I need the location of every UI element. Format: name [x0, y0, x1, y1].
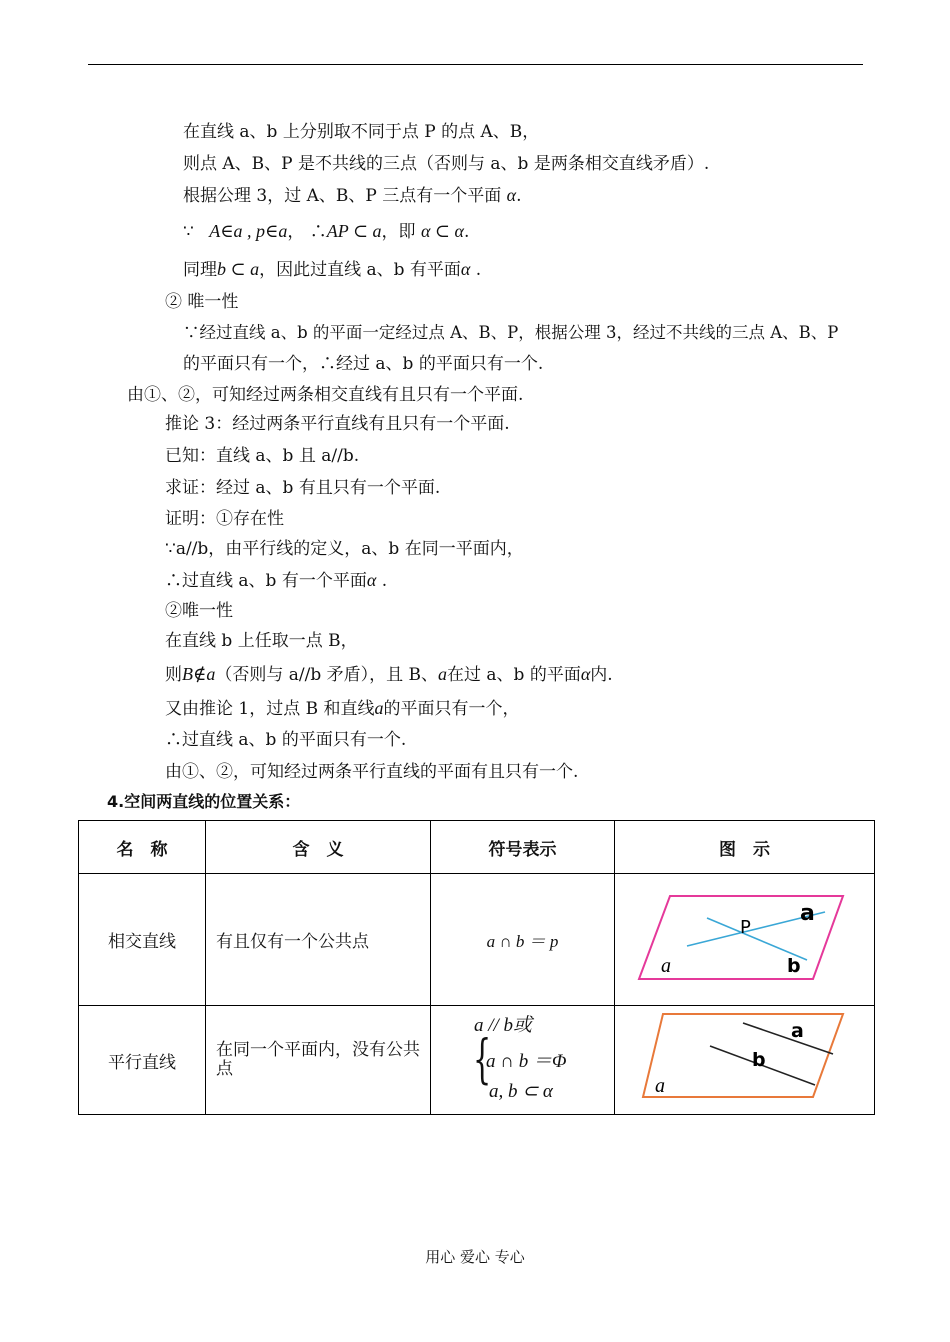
table-row	[79, 1006, 875, 1115]
row-figure	[615, 874, 875, 1006]
table-header-row	[79, 821, 875, 874]
symbol-system-2: a, b ⊂ α	[489, 1081, 553, 1102]
uniqueness-line-1: ∵经过直线 a、b 的平面一定经过点 A、B、P，根据公理 3，经过不共线的三点 A、B、P	[183, 323, 839, 342]
uniqueness-title: ② 唯一性	[165, 292, 239, 312]
corollary-3-existence-2: ∴过直线 a、b 有一个平面α .	[165, 570, 388, 591]
proof-line-3: 根据公理 3，过 A、B、P 三点有一个平面 α.	[183, 185, 522, 206]
line-b	[707, 918, 807, 960]
corollary-3-conclusion: 由①、②，可知经过两条平行直线的平面有且只有一个.	[165, 762, 579, 782]
row-symbol: a ∩ b ＝ p	[431, 874, 615, 1006]
corollary-3-uniqueness-1: 在直线 b 上任取一点 B，	[165, 631, 358, 651]
corollary-3-uniqueness-4: ∴过直线 a、b 的平面只有一个.	[165, 730, 407, 750]
label-b-line: b	[752, 1049, 766, 1071]
header-rule	[88, 64, 863, 65]
brace: {	[473, 1030, 492, 1090]
symbol-system-1: a ∩ b ＝Φ	[486, 1051, 567, 1072]
label-plane: a	[655, 1075, 665, 1097]
conclusion-1: 由①、②，可知经过两条相交直线有且只有一个平面.	[127, 385, 524, 405]
header-meaning: 含 义	[206, 821, 431, 874]
header-symbol: 符号表示	[431, 821, 615, 874]
line-relations-table	[78, 820, 875, 1115]
row-meaning: 有且仅有一个公共点	[206, 874, 431, 1006]
corollary-3-title: 推论 3：经过两条平行直线有且只有一个平面.	[165, 414, 510, 434]
corollary-3-given: 已知：直线 a、b 且 a//b.	[165, 446, 360, 466]
corollary-3-uniqueness-title: ②唯一性	[165, 601, 233, 621]
header-name: 名 称	[79, 821, 206, 874]
label-a-line: a	[800, 901, 815, 926]
proof-line-2: 则点 A、B、P 是不共线的三点（否则与 a、b 是两条相交直线矛盾）.	[183, 154, 710, 174]
table-row	[79, 874, 875, 1006]
parallel-lines-figure	[615, 1006, 874, 1109]
row-meaning: 在同一个平面内，没有公共点	[206, 1006, 431, 1115]
label-p: P	[740, 917, 751, 938]
corollary-3-existence-1: ∵a//b，由平行线的定义，a、b 在同一平面内，	[165, 539, 524, 559]
row-symbol	[431, 1006, 615, 1115]
proof-line-5: 同理b ⊂ a，因此过直线 a、b 有平面α .	[183, 259, 482, 280]
proof-line-4: ∵ A∈a , p∈a， ∴AP ⊂ a，即 α ⊂ α.	[183, 221, 470, 242]
row-name: 平行直线	[79, 1006, 206, 1115]
label-plane: a	[661, 955, 671, 977]
section-heading: 4.空间两直线的位置关系：	[107, 792, 301, 811]
corollary-3-uniqueness-3: 又由推论 1，过点 B 和直线a的平面只有一个，	[165, 698, 520, 719]
label-b-line: b	[787, 955, 801, 977]
symbol-parallel: a // b或	[474, 1015, 533, 1036]
header-figure: 图 示	[615, 821, 875, 874]
corollary-3-prove: 求证：经过 a、b 有且只有一个平面.	[165, 478, 441, 498]
row-figure	[615, 1006, 875, 1115]
corollary-3-uniqueness-2: 则B∉a（否则与 a//b 矛盾），且 B、a在过 a、b 的平面α内.	[165, 664, 613, 685]
page-footer: 用心 爱心 专心	[425, 1248, 525, 1266]
label-a-line: a	[791, 1020, 804, 1042]
uniqueness-line-2: 的平面只有一个，∴经过 a、b 的平面只有一个.	[183, 354, 544, 374]
intersecting-lines-figure	[615, 874, 874, 1000]
corollary-3-proof-title: 证明：①存在性	[165, 509, 284, 529]
row-name: 相交直线	[79, 874, 206, 1006]
proof-line-1: 在直线 a、b 上分别取不同于点 P 的点 A、B，	[183, 122, 540, 142]
